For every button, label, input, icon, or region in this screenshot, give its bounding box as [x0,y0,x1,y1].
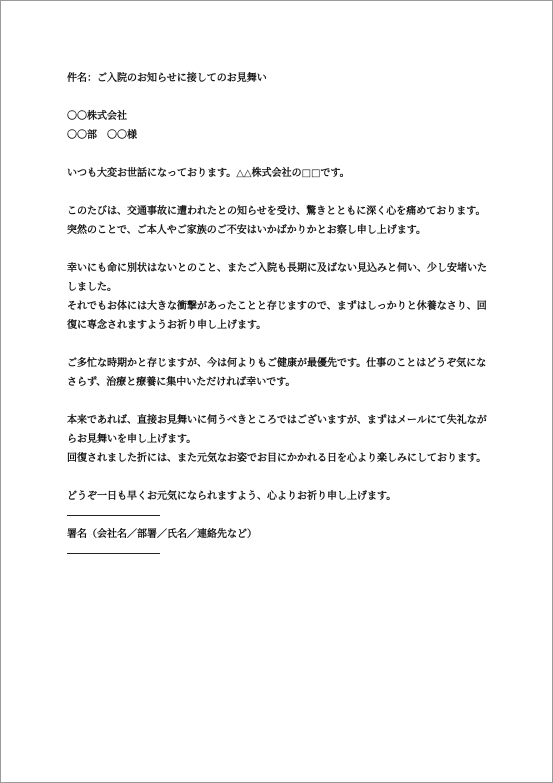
paragraph-line: らお見舞いを申し上げます。 [67,434,197,445]
paragraph-line: ご多忙な時期かと存じますが、今は何よりもご健康が最優先です。仕事のことはどうぞ気にな [67,358,487,369]
paragraph-line: 本来であれば、直接お見舞いに伺うべきところではございますが、まずはメールにて失礼なが [67,415,487,426]
paragraph-line: しました。 [67,282,117,293]
paragraph-apology-visit [67,411,507,468]
signature-rule-top [67,515,160,516]
paragraph-line: 突然のことで、ご本人やご家族のご不安はいかばかりかとお察し申し上げます。 [67,225,426,236]
blank-line [67,183,507,202]
blank-line [67,335,507,354]
paragraph-health-first [67,354,507,392]
closing-line: どうぞ一日も早くお元気になられますよう、心よりお祈り申し上げます。 [67,491,397,502]
signature-rule-bottom [67,553,160,554]
paragraph-line: 幸いにも命に別状はないとのこと、またご入院も長期に及ばない見込みと伺い、少し安堵いた [67,263,487,274]
blank-line [67,240,507,259]
paragraph-line: 回復されました折には、また元気なお姿でお目にかかれる日を心より楽しみにしております。 [67,453,487,464]
paragraph-line: 復に専念されますようお祈り申し上げます。 [67,320,267,331]
greeting-line: いつも大変お世話になっております。△△株式会社の□□です。 [67,168,350,179]
paragraph-line: このたびは、交通事故に遭われたとの知らせを受け、驚きとともに深く心を痛めております。 [67,206,486,217]
paragraph-relief [67,259,507,335]
blank-line [67,145,507,164]
letter-body [67,69,507,554]
signature-line: 署名（会社名／部署／氏名／連絡先など） [67,529,257,540]
recipient-person: 〇〇部 〇〇様 [67,130,137,141]
paragraph-line: さらず、治療と療養に集中いただければ幸いです。 [67,377,296,388]
paragraph-accident-notice [67,202,507,240]
recipient-company: 〇〇株式会社 [67,111,127,122]
subject-line: 件名：ご入院のお知らせに接してのお見舞い [67,73,267,84]
blank-line [67,88,507,107]
paragraph-line: それでもお体には大きな衝撃があったことと存じますので、まずはしっかりと休養なさり、回 [67,301,487,312]
blank-line [67,392,507,411]
blank-line [67,468,507,487]
